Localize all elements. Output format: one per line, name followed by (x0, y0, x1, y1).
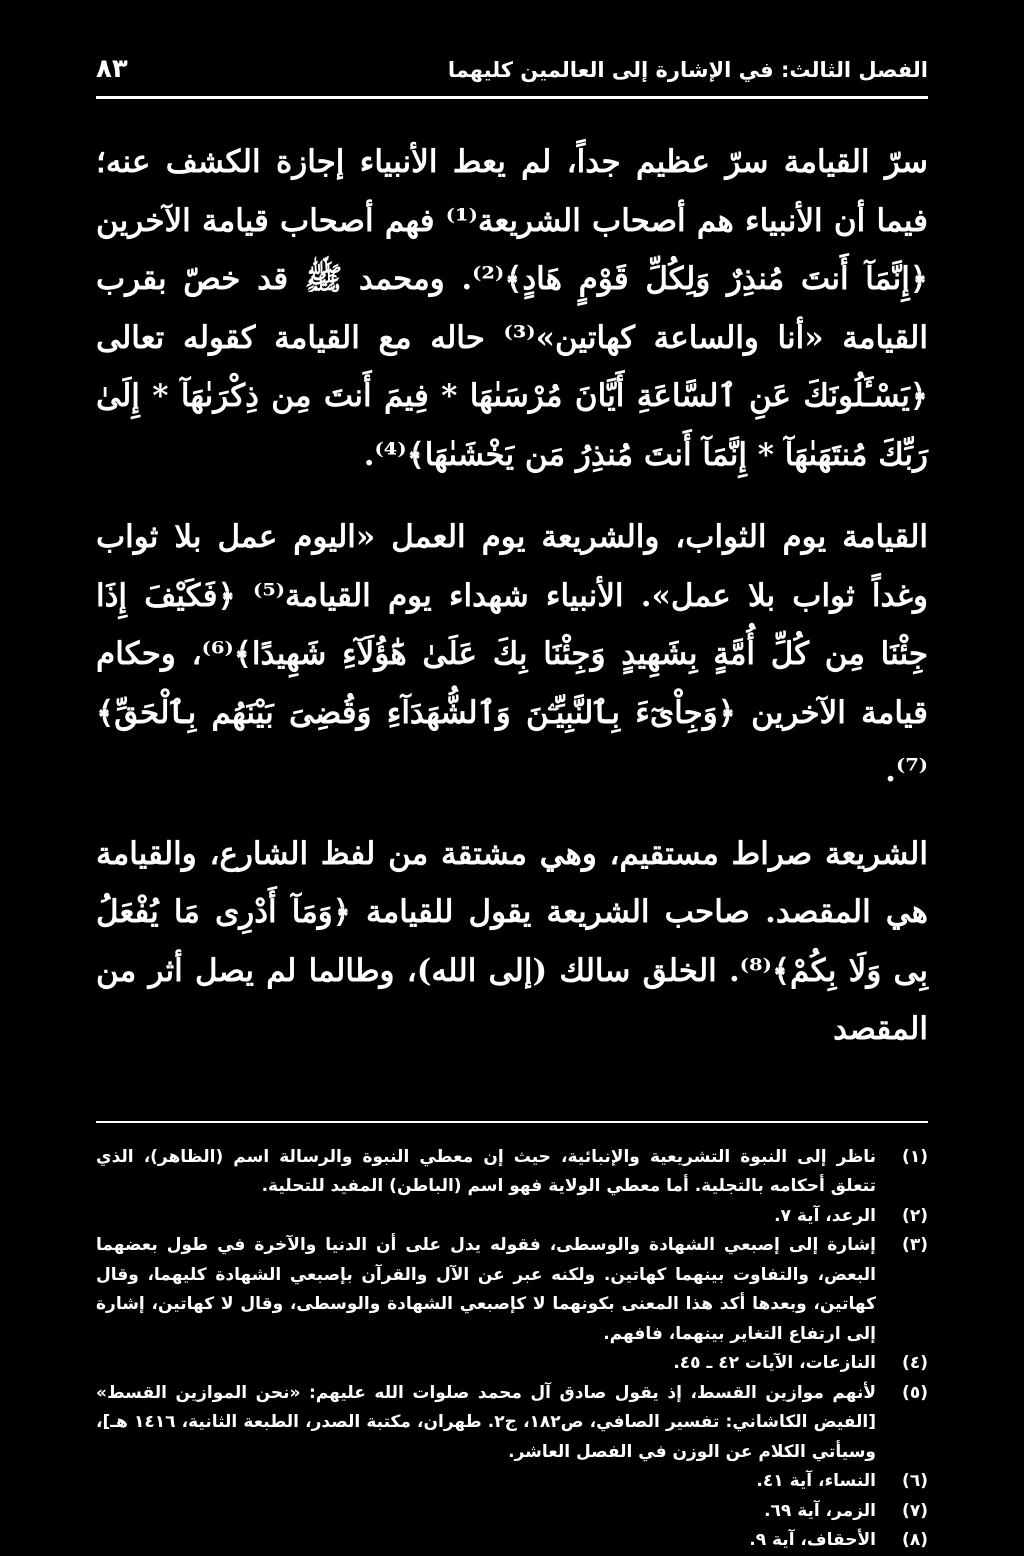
footnote-number: (٥) (902, 1382, 928, 1403)
footnote-text: الرعد، آية ٧. (774, 1205, 876, 1226)
footnote-item (96, 1467, 928, 1497)
footnote-number: (٨) (902, 1530, 928, 1550)
footnote-text: النساء، آية ٤١. (756, 1471, 876, 1491)
footnote-text: الزمر، آية ٦٩. (764, 1500, 876, 1521)
footnote-separator (96, 1121, 928, 1123)
footnote-item (96, 1526, 928, 1556)
footnote-text: إشارة إلى إصبعي الشهادة والوسطى، فقوله يدل على أن الدنيا والآخرة في طول بعضهما البعض، والتفاوت بينهما كهاتين. ولكنه عبر عن الآل والقرآن بإصبعي الشهادة كليهما، وقال كهاتين، وبعدها أكد هذا المعنى بكونهما لا كإصبعي الشهادة والوسطى، وقال لا كهاتين، إشارة إلى ارتفاع التغاير بينهما، فافهم. (96, 1235, 876, 1344)
footnote-text: لأنهم موازين القسط، إذ يقول صادق آل محمد صلوات الله عليهم: «نحن الموازين القسط» [الفيض الكاشاني: تفسير الصافي، ص١٨٢، ج٢. طهران، مكتبة الصدر، الطبعة الثانية، ١٤١٦ هـ]، وسيأتي الكلام عن الوزن في الفصل العاشر. (96, 1382, 876, 1462)
running-title: الفصل الثالث: في الإشارة إلى العالمين كليهما (447, 58, 928, 82)
footnote-number: (٢) (902, 1205, 928, 1226)
footnote-number: (٧) (902, 1500, 928, 1521)
paragraph-gap (96, 484, 928, 508)
footnote-number: (٤) (902, 1353, 928, 1373)
footnote-item (96, 1231, 928, 1349)
footnote-text: الأحقاف، آية ٩. (749, 1530, 876, 1550)
footnote-item (96, 1497, 928, 1527)
footnote-number: (٦) (902, 1471, 928, 1491)
footnote-number: (٣) (902, 1235, 928, 1255)
footnote-item (96, 1379, 928, 1468)
footnote-item (96, 1143, 928, 1202)
footnote-text: ناظر إلى النبوة التشريعية والإنبائية، حيث إن معطي النبوة والرسالة اسم (الظاهر)، الذي تتعلق أحكامه بالتجلية. أما معطي الولاية فهو اسم (الباطن) المفيد للتحلية. (96, 1146, 876, 1196)
paragraph: القيامة يوم الثواب، والشريعة يوم العمل «اليوم عمل بلا ثواب وغداً ثواب بلا عمل». الأنبياء شهداء يوم القيامة⁽⁵⁾ ﴿فَكَيْفَ إِذَا جِئْنَا مِن كُلِّ أُمَّةٍ بِشَهِيدٍ وَجِئْنَا بِكَ عَلَىٰ هَٰٓؤُلَآءِ شَهِيدًا﴾⁽⁶⁾، وحكام قيامة الآخرين ﴿وَجِاْىٓءَ بِٱلنَّبِيِّـۧنَ وَٱلشُّهَدَآءِ وَقُضِىَ بَيْنَهُم بِٱلْحَقِّ﴾⁽⁷⁾. (96, 519, 928, 789)
page-header (96, 54, 928, 88)
page-number: ٨٣ (96, 54, 128, 84)
header-rule (96, 96, 928, 99)
main-text (96, 133, 928, 1059)
footnotes (96, 1143, 928, 1556)
footnote-item (96, 1349, 928, 1379)
footnote-text: النازعات، الآيات ٤٢ ـ ٤٥. (673, 1353, 876, 1373)
footnote-number: (١) (902, 1146, 928, 1167)
paragraph: سرّ القيامة سرّ عظيم جداً، لم يعط الأنبياء إجازة الكشف عنه؛ فيما أن الأنبياء هم أصحاب الشريعة⁽¹⁾ فهم أصحاب قيامة الآخرين ﴿إِنَّمَآ أَنتَ مُنذِرٌ وَلِكُلِّ قَوْمٍ هَادٍ﴾⁽²⁾. ومحمد ﷺ قد خصّ بقرب القيامة «أنا والساعة كهاتين»⁽³⁾ حاله مع القيامة كقوله تعالى ﴿يَسْـَٔلُونَكَ عَنِ ٱلسَّاعَةِ أَيَّانَ مُرْسَىٰهَا * فِيمَ أَنتَ مِن ذِكْرَىٰهَآ * إِلَىٰ رَبِّكَ مُنتَهَىٰهَآ * إِنَّمَآ أَنتَ مُنذِرُ مَن يَخْشَىٰهَا﴾⁽⁴⁾. (96, 144, 929, 473)
paragraph-gap (96, 801, 928, 825)
footnote-item (96, 1202, 928, 1232)
paragraph: الشريعة صراط مستقيم، وهي مشتقة من لفظ الشارع، والقيامة هي المقصد. صاحب الشريعة يقول للقيامة ﴿وَمَآ أَدْرِى مَا يُفْعَلُ بِى وَلَا بِكُمْ﴾⁽⁸⁾. الخلق سالك (إلى الله)، وطالما لم يصل أثر من المقصد (96, 835, 928, 1047)
